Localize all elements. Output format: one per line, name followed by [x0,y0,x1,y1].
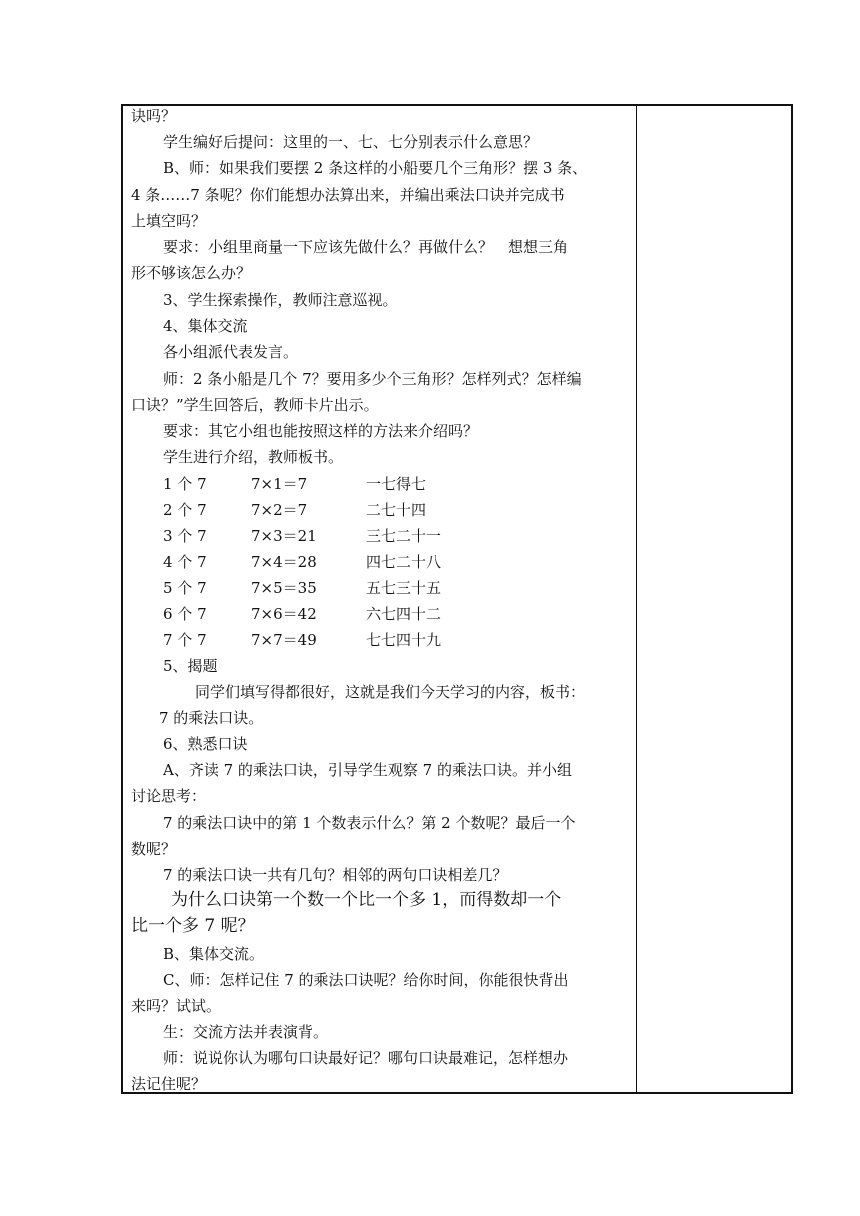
text-line: 为什么口诀第一个数一个比一个多 1，而得数却一个 [171,890,562,910]
equation-cell: 7×3＝21 [251,527,317,545]
text-line: 各小组派代表发言。 [163,343,299,361]
equation-cell: 7×1＝7 [251,475,308,493]
count-cell: 1 个 7 [163,475,207,493]
text-line: 4、集体交流 [163,317,248,335]
count-cell: 2 个 7 [163,501,207,519]
rhyme-cell: 四七二十八 [366,553,442,571]
count-cell: 6 个 7 [163,605,207,623]
text-line: 口诀？”学生回答后，教师卡片出示。 [131,396,379,414]
rhyme-cell: 六七四十二 [366,605,442,623]
text-line: C、师：怎样记住 7 的乘法口诀呢？给你时间，你能很快背出 [163,971,569,989]
column-divider [636,104,637,1094]
equation-cell: 7×2＝7 [251,501,308,519]
text-line: A、齐读 7 的乘法口诀，引导学生观察 7 的乘法口诀。并小组 [163,761,572,779]
count-cell: 5 个 7 [163,579,207,597]
text-line: 讨论思考： [131,787,207,805]
text-line: 形不够该怎么办？ [131,264,252,282]
text-line: 7 的乘法口诀。 [159,709,264,727]
count-cell: 3 个 7 [163,527,207,545]
text-line: 比一个多 7 呢？ [131,916,255,936]
text-line: 学生编好后提问：这里的一、七、七分别表示什么意思？ [163,133,539,151]
text-line: 法记住呢？ [131,1075,207,1093]
text-line: 来吗？试试。 [131,997,222,1015]
text-line: 生：交流方法并表演背。 [163,1023,329,1041]
text-line: 师：说说你认为哪句口诀最好记？哪句口诀最难记，怎样想办 [163,1049,569,1067]
rhyme-cell: 二七十四 [366,501,427,519]
text-line: 3、学生探索操作，教师注意巡视。 [163,291,398,309]
count-cell: 7 个 7 [163,631,207,649]
text-line: 师：2 条小船是几个 7？要用多少个三角形？怎样列式？怎样编 [163,370,582,388]
text-line: 学生进行介绍，教师板书。 [163,448,344,466]
text-line: 6、熟悉口诀 [163,735,248,753]
equation-cell: 7×5＝35 [251,579,317,597]
text-line: 要求：其它小组也能按照这样的方法来介绍吗？ [163,422,479,440]
text-line: 7 的乘法口诀一共有几句？相邻的两句口诀相差几？ [163,866,508,884]
rhyme-cell: 五七三十五 [366,579,442,597]
text-line: 同学们填写得都很好，这就是我们今天学习的内容，板书： [195,683,586,701]
count-cell: 4 个 7 [163,553,207,571]
equation-cell: 7×4＝28 [251,553,317,571]
equation-cell: 7×7＝49 [251,631,317,649]
equation-cell: 7×6＝42 [251,605,317,623]
rhyme-cell: 一七得七 [366,475,427,493]
text-line: 数呢？ [131,840,177,858]
text-line: B、师：如果我们要摆 2 条这样的小船要几个三角形？摆 3 条、 [163,159,588,177]
rhyme-cell: 三七二十一 [366,527,442,545]
text-line: 4 条……7 条呢？你们能想办法算出来，并编出乘法口诀并完成书 [131,186,565,204]
text-line: 5、揭题 [163,657,218,675]
text-line: 诀吗？ [131,107,177,125]
text-line: 上填空吗？ [131,212,207,230]
text-line: 7 的乘法口诀中的第 1 个数表示什么？第 2 个数呢？最后一个 [163,814,576,832]
text-line: B、集体交流。 [163,945,265,963]
text-line: 要求：小组里商量一下应该先做什么？再做什么？ 想想三角 [163,238,569,256]
rhyme-cell: 七七四十九 [366,631,442,649]
